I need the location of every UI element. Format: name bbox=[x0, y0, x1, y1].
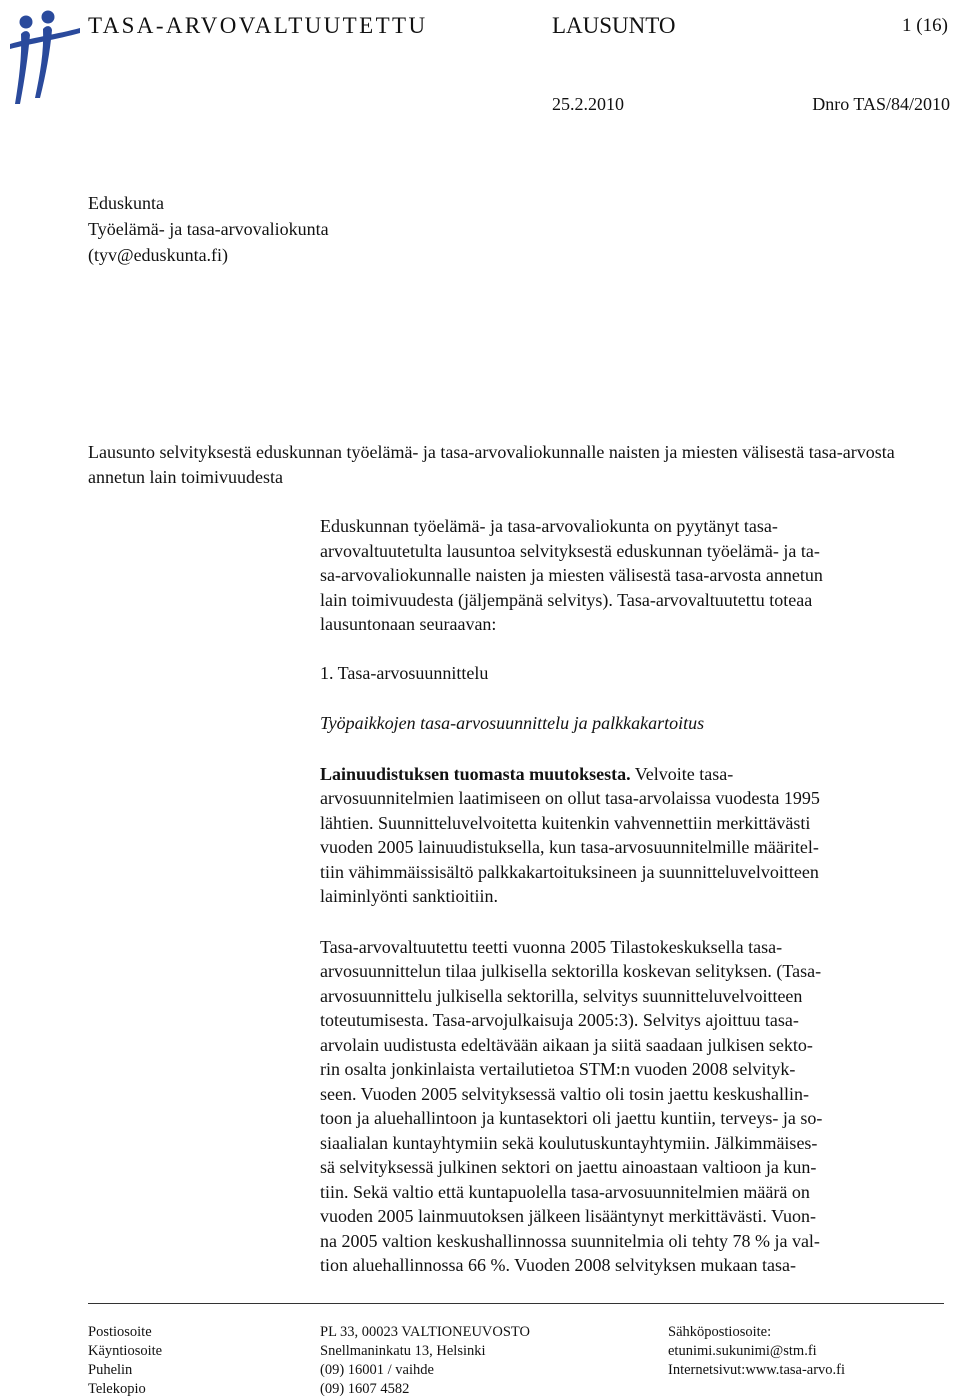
footer-divider bbox=[88, 1303, 944, 1304]
body-line: toteutumisesta. Tasa-arvojulkaisuja 2005:3). Selvitys ajoittuu tasa- bbox=[320, 1010, 799, 1030]
footer-values bbox=[320, 1323, 530, 1399]
body-text bbox=[320, 514, 920, 1304]
body-line: seen. Vuoden 2005 selvityksessä valtio oli tosin jaettu keskushallin- bbox=[320, 1083, 810, 1104]
body-line: lausuntonaan seuraavan: bbox=[320, 614, 497, 634]
body-line: lain toimivuudesta (jäljempänä selvitys). Tasa-arvovaltuutettu toteaa bbox=[320, 589, 813, 610]
document-type: LAUSUNTO bbox=[552, 13, 676, 38]
page-number: 1 (16) bbox=[902, 15, 948, 36]
document-date: 25.2.2010 bbox=[552, 94, 624, 114]
body-line: arvovaltuutetulta lausuntoa selvityksestä eduskunnan työelämä- ja ta- bbox=[320, 540, 820, 561]
recipient-line: Eduskunta bbox=[88, 193, 164, 213]
body-line: tiin. Sekä valtio että kuntapuolella tasa-arvosuunnitelmien määrä on bbox=[320, 1181, 810, 1202]
body-line: Velvoite tasa- bbox=[630, 763, 734, 784]
body-line: sä selvityksessä julkinen sektori on jaettu ainoastaan valtioon ja kun- bbox=[320, 1157, 817, 1177]
body-line: sa-arvovaliokunnalle naisten ja miesten välisestä tasa-arvosta annetun bbox=[320, 565, 823, 585]
body-line: arvosuunnittelu julkisella sektorilla, selvitys suunnitteluvelvoitteen bbox=[320, 985, 803, 1006]
organization-name: TASA-ARVOVALTUUTETTU bbox=[88, 13, 428, 38]
section-heading: 1. Tasa-arvosuunnittelu bbox=[320, 662, 489, 683]
body-line: tiin vähimmäissisältö palkkakartoituksineen ja suunnitteluvelvoitteen bbox=[320, 861, 819, 882]
footer-contact-line: Internetsivut:www.tasa-arvo.fi bbox=[668, 1362, 846, 1378]
tasa-arvovaltuutettu-logo bbox=[8, 8, 82, 106]
body-line: siaalialan kuntayhtymiin sekä koulutuskuntayhtymiin. Jälkimmäises- bbox=[320, 1132, 818, 1153]
body-line: arvolain uudistusta edeltävään aikaan ja siitä saadaan julkisen sekto- bbox=[320, 1034, 813, 1055]
body-line: Eduskunnan työelämä- ja tasa-arvovaliokunta on pyytänyt tasa- bbox=[320, 516, 778, 536]
footer-label: Puhelin bbox=[88, 1362, 133, 1378]
body-line: toon ja aluehallintoon ja kuntasektori oli jaettu kuntiin, terveys- ja so- bbox=[320, 1108, 823, 1128]
bold-lead: Lainuudistuksen tuomasta muutoksesta. bbox=[320, 763, 631, 784]
body-line: arvosuunnitelmien laatimiseen on ollut tasa-arvolaissa vuodesta 1995 bbox=[320, 788, 820, 808]
body-line: Tasa-arvovaltuutettu teetti vuonna 2005 Tilastokeskuksella tasa- bbox=[320, 936, 783, 957]
footer-value: (09) 16001 / vaihde bbox=[320, 1362, 434, 1378]
body-line: rin osalta jonkinlaista vertailutietoa STM:n vuoden 2008 selvityk- bbox=[320, 1059, 796, 1079]
footer-labels bbox=[88, 1323, 162, 1399]
body-line: na 2005 valtion keskushallinnossa suunnitelmia oli tehty 78 % ja val- bbox=[320, 1230, 820, 1251]
footer-label: Postiosoite bbox=[88, 1324, 152, 1340]
footer-contact-line: etunimi.sukunimi@stm.fi bbox=[668, 1343, 817, 1359]
footer-value: Snellmaninkatu 13, Helsinki bbox=[320, 1343, 486, 1359]
paragraph-2 bbox=[320, 935, 920, 1278]
recipient-block bbox=[88, 190, 329, 268]
footer-contact bbox=[668, 1323, 845, 1380]
subject-line: Lausunto selvityksestä eduskunnan työelämä- ja tasa-arvovaliokunnalle naisten ja miesten välisestä tasa-arvosta annetun lain toimivuudesta bbox=[88, 442, 895, 487]
body-line: vuoden 2005 lainuudistuksella, kun tasa-arvosuunnitelmille määritel- bbox=[320, 837, 819, 857]
footer-label: Käyntiosoite bbox=[88, 1343, 163, 1359]
footer-value: PL 33, 00023 VALTIONEUVOSTO bbox=[320, 1324, 531, 1340]
footer-label: Telekopio bbox=[88, 1381, 146, 1397]
body-line: vuoden 2005 lainmuutoksen jälkeen lisääntynyt merkittävästi. Vuon- bbox=[320, 1206, 816, 1226]
intro-paragraph bbox=[320, 514, 920, 637]
body-line: arvosuunnittelun tilaa julkisella sektorilla koskevan selityksen. (Tasa- bbox=[320, 961, 822, 981]
footer-contact-line: Sähköpostiosoite: bbox=[668, 1324, 772, 1340]
section-subheading: Työpaikkojen tasa-arvosuunnittelu ja palkkakartoitus bbox=[320, 713, 705, 733]
paragraph-1 bbox=[320, 762, 920, 909]
footer-value: (09) 1607 4582 bbox=[320, 1381, 410, 1397]
document-number: Dnro TAS/84/2010 bbox=[812, 94, 950, 114]
recipient-line: (tyv@eduskunta.fi) bbox=[88, 245, 229, 265]
body-line: tion aluehallinnossa 66 %. Vuoden 2008 selvityksen mukaan tasa- bbox=[320, 1255, 796, 1275]
body-line: laiminlyönti sanktioitiin. bbox=[320, 886, 498, 906]
recipient-line: Työelämä- ja tasa-arvovaliokunta bbox=[88, 219, 329, 239]
body-line: lähtien. Suunnitteluvelvoitetta kuitenkin vahvennettiin merkittävästi bbox=[320, 812, 811, 833]
